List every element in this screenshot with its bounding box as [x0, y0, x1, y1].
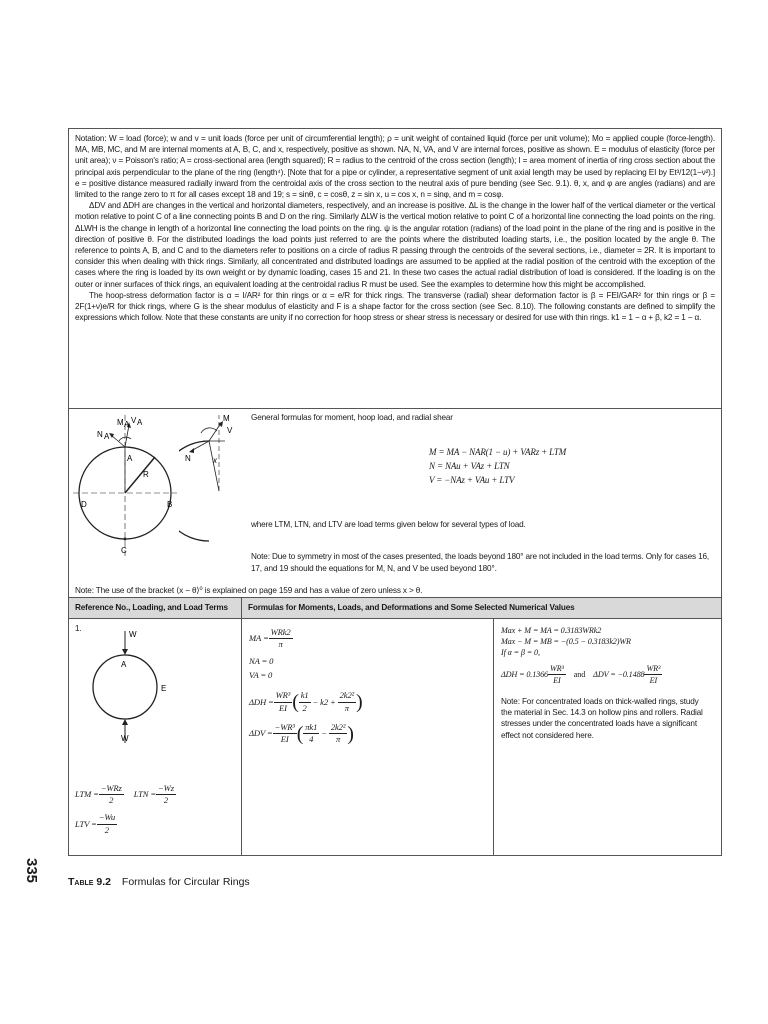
max-positive-moment: Max + M = MA = 0.3183WRk2 — [501, 626, 602, 635]
notation-section — [69, 129, 721, 409]
ring-section-figure — [179, 411, 249, 561]
svg-text:M: M — [117, 418, 124, 427]
table-label: Table 9.2 — [68, 876, 111, 888]
svg-text:A: A — [137, 418, 143, 427]
svg-text:E: E — [161, 684, 167, 693]
ltm-denominator: 2 — [109, 795, 114, 806]
ltm-numerator: −WRz — [99, 783, 124, 795]
notation-paragraph: ΔDV and ΔDH are changes in the vertical and horizontal diameters, respectively, and an increase is positive. ΔL is the change in the lower half of the vertical diameter or the vertical motion relative to point C of a line connecting points B and D on the ring. Similarly ΔLW is the vertical motion relative to point C of a horizontal line connecting the load points on the ring. ΔLWH is the change in length of a horizontal line connecting the load points on the ring. ψ is the angular rotation (radians) of the load point in the plane of the ring and is positive in the direction of positive θ. For the distributed loadings the load points just referred to are the points where the distributed loading starts, i.e., the position located by the angle θ. The reference to points A, B, and C and to the diameters refer to positions on a circle of radius R passing through the centroids of the several sections, i.e., diameter = 2R. It is important to consider this when dealing with thick rings. Similarly, all concentrated and distributed loadings are assumed to be applied at the radial position of the centroid with the exception of the cases where the ring is loaded by its own weight or by dynamic loading, cases 15 and 21. In these two cases the actual radial distribution of load is considered. If the loading is on the outer or inner surfaces of thick rings, an equivalent loading at the centroidal radius R must be used. See the examples to determine how this might be accomplished. — [75, 201, 715, 289]
general-formulas-title: General formulas for moment, hoop load, and radial shear — [251, 413, 453, 422]
svg-text:D: D — [81, 500, 87, 509]
general-formulas-section — [69, 409, 721, 598]
case-1-formulas: MA = $\frac{\text{WRk2}}{\pi}$ NA = 0 VA = 0 ΔDH = $\frac{\text{WR³}}{EI}$ ( $\frac{k1}{2}$ − k2 + $\frac{\text{2k2²}}{\pi}$ ) ΔDV = $\frac{\text{−WR³}}{EI}$ ( $\frac{\pi k1}{4}$ − $\frac{\text{2k2²}}{\pi}$ ) — [249, 627, 363, 745]
dv-pik1: πk1 — [303, 722, 319, 734]
va-formula: VA = 0 — [249, 670, 273, 681]
dv-value: ΔDV = −0.1488 — [593, 669, 645, 679]
dh-denominator: EI — [279, 702, 287, 713]
svg-text:C: C — [121, 546, 127, 555]
ltm-label: LTM = — [75, 789, 99, 800]
symmetry-note: Note: Due to symmetry in most of the cases presented, the loads beyond 180° are not included in the load terms. Only for cases 16, 17, and 19 should the equations for M, N, and V be used beyond 180°. — [251, 552, 709, 573]
svg-text:V: V — [227, 426, 233, 435]
table-header — [69, 598, 721, 619]
case-reference-number: 1. — [75, 624, 82, 633]
dv-pi: π — [335, 734, 341, 745]
ltv-label: LTV = — [75, 818, 97, 829]
column-divider — [493, 619, 494, 855]
na-formula: NA = 0 — [249, 656, 274, 667]
dh-label: ΔDH = — [249, 696, 274, 707]
svg-text:N: N — [185, 454, 191, 463]
svg-text:R: R — [143, 470, 149, 479]
dv-four: 4 — [309, 734, 314, 745]
table-caption — [68, 876, 250, 888]
dh-k1-den: 2 — [302, 702, 307, 713]
shear-equation: V = −NAz + VAu + LTV — [429, 475, 515, 485]
svg-text:N: N — [97, 430, 103, 439]
notation-paragraph: The hoop-stress deformation factor is α = I/AR² for thin rings or α = e/R for thick rings. The transverse (radial) shear deformation factor is β = FEI/GAR² for thin rings or β = 2F(1+ν)e/R for thick rings, where G is the shear modulus of elasticity and F is a shape factor for the cross section (see Sec. 8.10). The following constants are defined to simplify the expressions which follow. Note that these constants are unity if no correction for hoop stress or shear stress is necessary or desired for use with thin rings. k1 = 1 − α + β, k2 = 1 − α. — [75, 290, 715, 323]
ltn-denominator: 2 — [163, 795, 169, 806]
dv-value-den: EI — [649, 675, 658, 685]
dh-value: ΔDH = 0.1366 — [501, 669, 548, 679]
dv-value-num: WR³ — [644, 663, 662, 675]
svg-text:M: M — [223, 414, 230, 423]
deflection-values — [501, 663, 711, 686]
svg-text:B: B — [167, 500, 173, 509]
dv-label: ΔDV = — [249, 727, 273, 738]
svg-text:W: W — [121, 734, 129, 743]
ring-free-body-figure — [73, 411, 177, 561]
moment-equation: M = MA − NAR(1 − u) + VARz + LTM — [429, 447, 567, 457]
ma-label: MA = — [249, 633, 269, 644]
ltn-numerator: −Wz — [156, 783, 176, 795]
case-1-numerical-values — [501, 625, 711, 741]
dv-denominator: EI — [280, 734, 289, 745]
dv-k2sq: 2k2² — [329, 722, 347, 734]
case-1-loading — [75, 623, 235, 849]
svg-text:A: A — [127, 454, 133, 463]
dh-k1: k1 — [299, 690, 311, 702]
general-equations — [429, 445, 566, 487]
ma-numerator: WRk2 — [269, 627, 293, 639]
and-text: and — [573, 669, 586, 679]
dh-numerator: WR³ — [274, 690, 293, 702]
svg-text:W: W — [129, 630, 137, 639]
case-1-ring-figure — [85, 627, 175, 747]
dh-pi: π — [344, 702, 349, 713]
ltn-label: LTN = — [133, 789, 157, 800]
table-row-case-1 — [69, 619, 721, 855]
dh-value-num: WR³ — [548, 663, 566, 675]
dh-k2sq: 2k2² — [338, 690, 356, 702]
bracket-note: Note: The use of the bracket ⟨x − θ⟩⁰ is explained on page 159 and has a value of zero unless x > θ. — [75, 586, 423, 595]
column-divider — [241, 619, 242, 855]
column-header-formulas: Formulas for Moments, Loads, and Deformations and Some Selected Numerical Values — [248, 603, 575, 613]
dv-minus: − — [321, 727, 327, 738]
column-header-reference: Reference No., Loading, and Load Terms — [69, 598, 242, 618]
svg-text:A: A — [124, 420, 130, 429]
notation-paragraph: Notation: W = load (force); w and v = unit loads (force per unit of circumferential length); ρ = unit weight of contained liquid (force per unit volume); Mo = applied couple (force-length). MA, MB, MC, and M are internal moments at A, B, C, and x, respectively, positive as shown. NA, N, VA, and V are internal forces, positive as shown. E = modulus of elasticity (force per unit area); ν = Poisson's ratio; A = cross-sectional area (length squared); R = radius to the centroid of the cross section (length); I = area moment of inertia of ring cross section about the principal axis perpendicular to the plane of the ring (length⁴). [Note that for a pipe or cylinder, a representative segment of unit axial length may be used by replacing EI by Et³/12(1−ν²).] e = positive distance measured radially inward from the centroidal axis of the cross section to the neutral axis of pure bending (see Sec. 9.1). θ, x, and φ are angles (radians) and are limited to the range zero to π for all cases except 18 and 19; s = sinθ, c = cosθ, z = sin x, u = cos x, n = sinφ, and m = cosφ. — [75, 134, 715, 200]
svg-text:A: A — [121, 660, 127, 669]
svg-text:A: A — [104, 432, 110, 441]
case-1-load-terms — [75, 783, 176, 842]
thick-wall-note: Note: For concentrated loads on thick-walled rings, study the material in Sec. 14.3 on hollow pins and rollers. Radial stresses under the concentrated loads have a significant effect not considered here. — [501, 697, 703, 740]
page-number: 335 — [23, 858, 40, 884]
hoop-load-equation: N = NAu + VAz + LTN — [429, 461, 510, 471]
ltv-denominator: 2 — [104, 824, 109, 835]
load-terms-note: where LTM, LTN, and LTV are load terms given below for several types of load. — [251, 520, 526, 529]
dh-middle: − k2 + — [312, 696, 336, 707]
svg-text:x: x — [213, 456, 217, 465]
max-negative-moment: Max − M = MB = −(0.5 − 0.3183k2)WR — [501, 637, 631, 647]
ltv-numerator: −Wu — [97, 812, 117, 824]
ma-denominator: π — [278, 639, 283, 650]
formula-table — [68, 128, 722, 856]
table-title: Formulas for Circular Rings — [121, 876, 250, 888]
alpha-beta-condition: If α = β = 0, — [501, 648, 540, 658]
dh-value-den: EI — [553, 675, 561, 685]
svg-text:V: V — [131, 416, 137, 425]
dv-numerator: −WR³ — [273, 722, 297, 734]
